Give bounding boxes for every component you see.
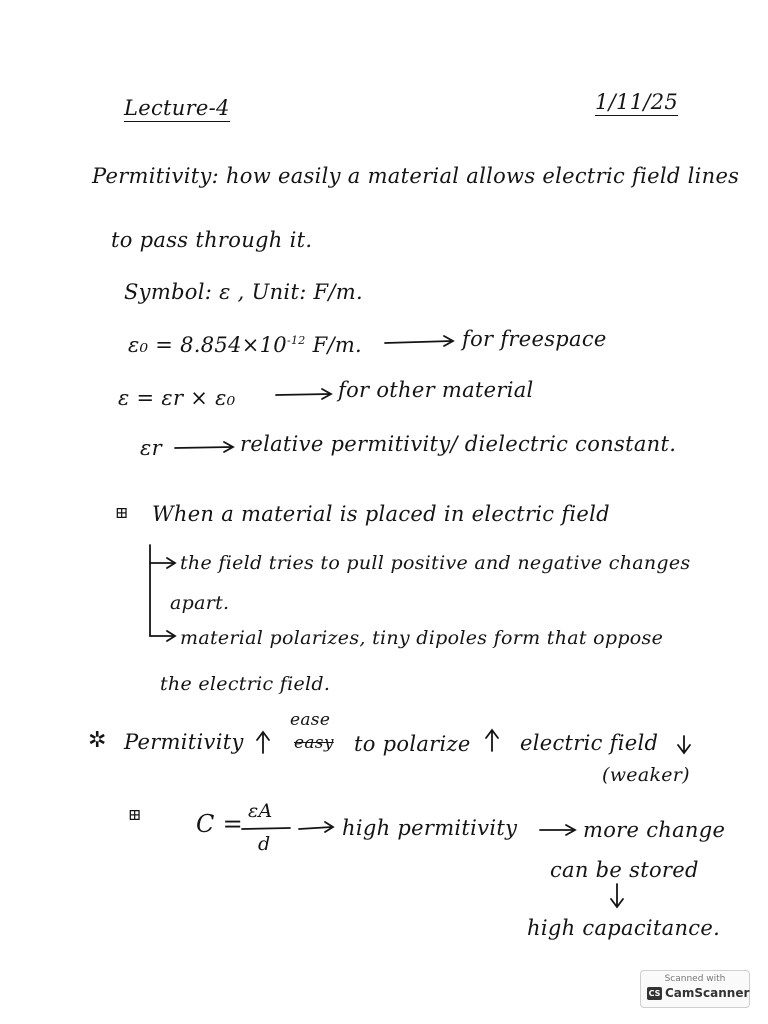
eps0-formula [128,333,362,357]
arrow-high-perm-icon [299,827,332,829]
eps0-note: for freespace [462,327,607,351]
eps-r-note: relative permitivity/ dielectric constant. [240,432,677,456]
eps0-exponent: -12 [286,334,306,347]
bullet-box-icon-2: ⊞ [128,805,142,824]
cap-text1: high permitivity [342,816,518,840]
cap-text2: more change [583,818,726,842]
symbol-unit-line: Symbol: ε , Unit: F/m. [124,280,363,304]
weaker-note: (weaker) [602,764,690,786]
arrow-material-icon [276,394,330,395]
permitivity-term: Permitivity [92,164,212,188]
branch2-line2: the electric field. [160,673,331,695]
fraction-bar [242,828,290,829]
scanner-top-text: Scanned with [664,974,726,984]
camscanner-logo-icon: CS [648,989,661,998]
branch1-line1: the field tries to pull positive and negative changes [180,552,691,574]
cap-text3: can be stored [550,858,699,882]
definition-text: : how easily a material allows electric field lines [211,164,740,188]
ease-word: ease [290,710,331,730]
branch2-line1: material polarizes, tiny dipoles form that oppose [180,627,664,649]
definition-line-2: to pass through it. [111,228,313,252]
eps-r-symbol: εr [140,436,162,460]
lecture-date: 1/11/25 [595,90,679,114]
capacitance-eq: C = [196,810,244,838]
relation-permitivity: Permitivity [124,730,244,754]
cap-denominator: d [258,833,271,855]
arrow-relative-icon [175,447,232,448]
eps-other-formula: ε = εr × ε₀ [118,386,236,410]
easy-word: easy [294,733,334,753]
cap-text4: high capacitance. [527,916,721,940]
star-icon: ✲ [88,728,107,753]
relation-field: electric field [520,731,659,755]
eps-other-note: for other material [338,378,534,402]
scanner-name: CamScanner [665,986,750,1000]
eps0-main: ε₀ = 8.854×10 [128,333,287,357]
lecture-title: Lecture-4 [124,96,230,120]
scanner-watermark [640,970,750,1008]
arrow-freespace-icon [385,341,452,343]
cap-numerator: εA [248,800,273,822]
placed-heading: When a material is placed in electric field [152,502,610,526]
definition-line-1 [92,164,739,188]
eps0-unit: F/m. [312,333,363,357]
branch1-line2: apart. [170,592,230,614]
relation-polarize: to polarize [354,732,471,756]
bullet-box-icon: ⊞ [115,503,129,522]
